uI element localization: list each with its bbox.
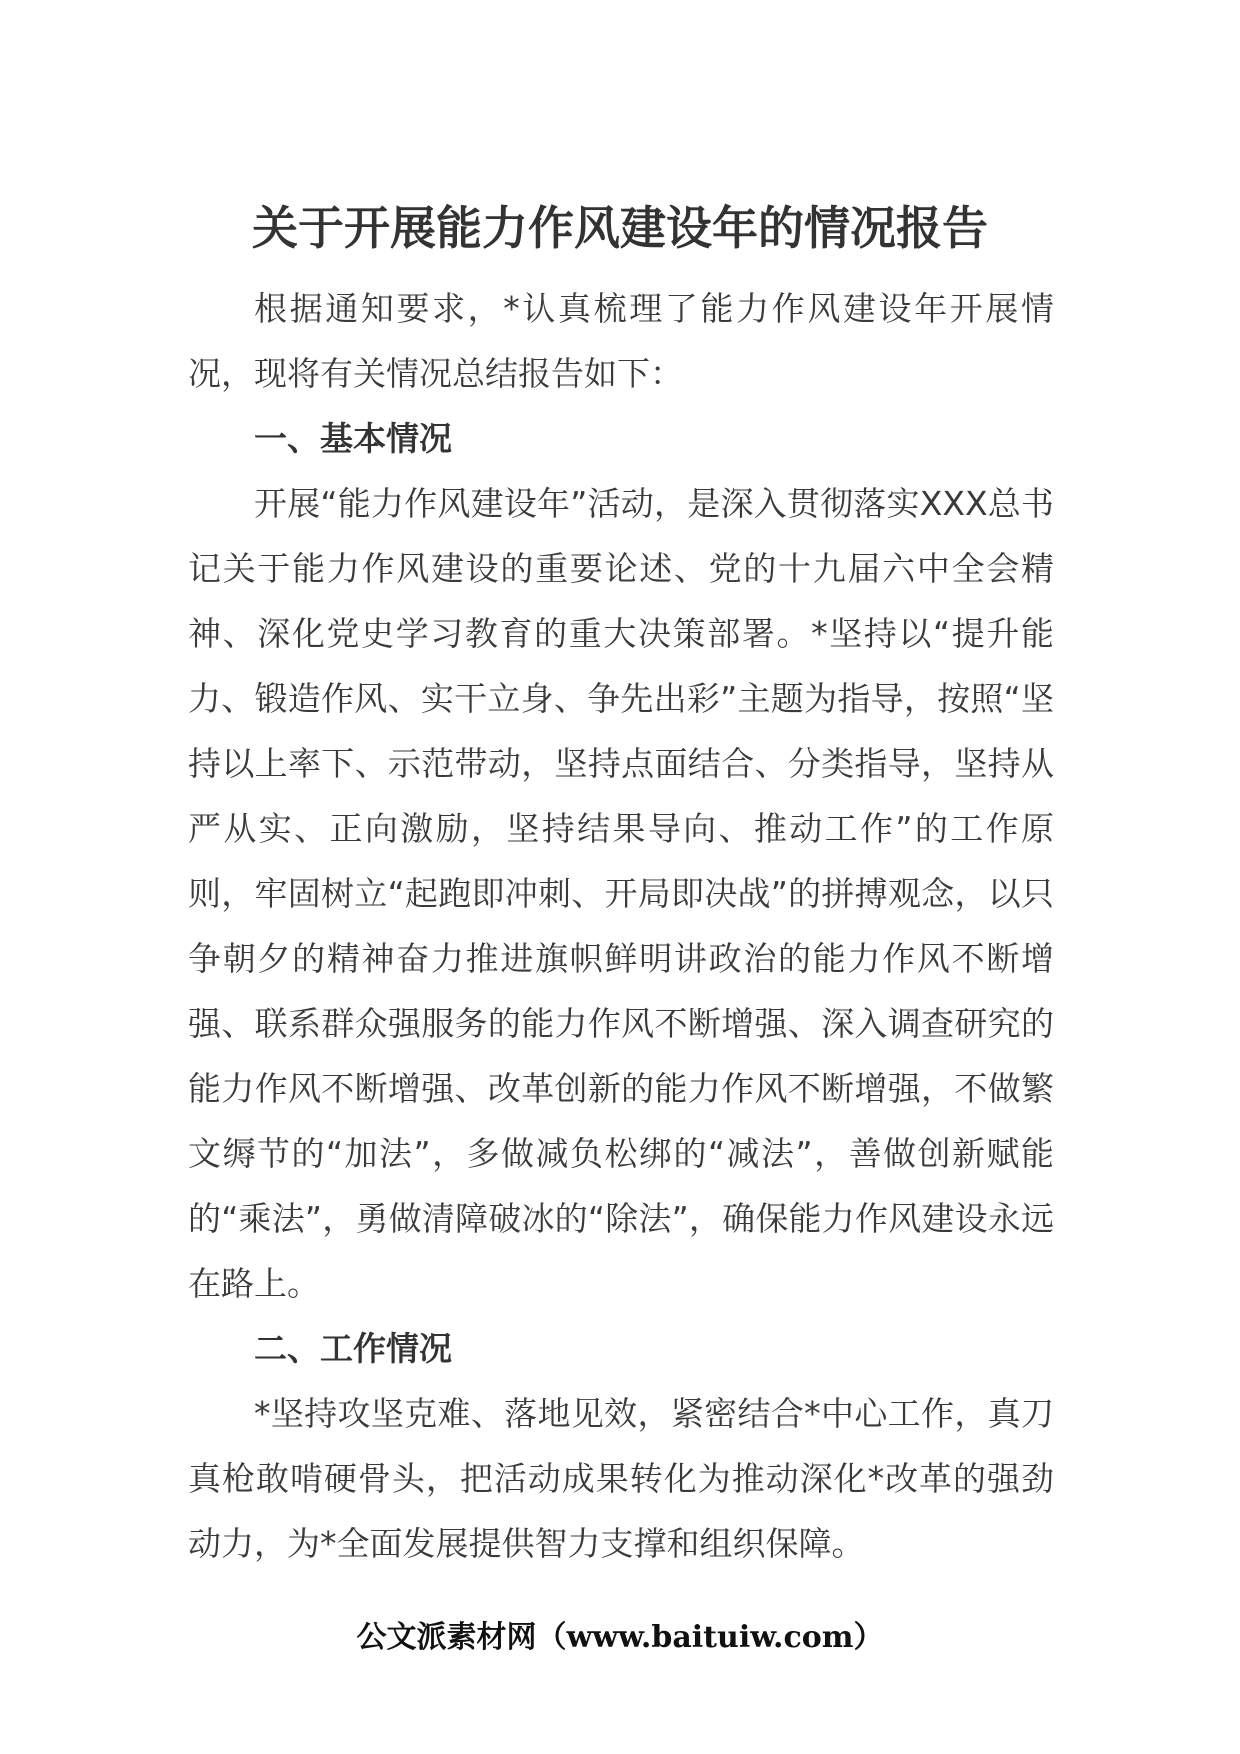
document-body [188, 276, 1054, 1576]
footer-watermark: 公文派素材网（www.baituiw.com） [356, 1620, 884, 1655]
section-heading-basic: 一、基本情况 [254, 419, 452, 458]
document-title: 关于开展能力作风建设年的情况报告 [252, 201, 988, 255]
section-paragraph-basic: 开展“能力作风建设年”活动，是深入贯彻落实XXX总书记关于能力作风建设的重要论述、党的十九届六中全会精神、深化党史学习教育的重大决策部署。*坚持以“提升能力、锻造作风、实干立身、争先出彩”主题为指导，按照“坚持以上率下、示范带动，坚持点面结合、分类指导，坚持从严从实、正向激励，坚持结果导向、推动工作”的工作原则，牢固树立“起跑即冲刺、开局即决战”的拼搏观念，以只争朝夕的精神奋力推进旗帜鲜明讲政治的能力作风不断增强、联系群众强服务的能力作风不断增强、深入调查研究的能力作风不断增强、改革创新的能力作风不断增强，不做繁文缛节的“加法”，多做减负松绑的“减法”，善做创新赋能的“乘法”，勇做清障破冰的“除法”，确保能力作风建设永远在路上。 [188, 484, 1054, 1303]
section-heading-work: 二、工作情况 [254, 1329, 452, 1368]
intro-paragraph: 根据通知要求，*认真梳理了能力作风建设年开展情况，现将有关情况总结报告如下： [188, 289, 1054, 393]
section-paragraph-work: *坚持攻坚克难、落地见效，紧密结合*中心工作，真刀真枪敢啃硬骨头，把活动成果转化为推动深化*改革的强劲动力，为*全面发展提供智力支撑和组织保障。 [188, 1394, 1054, 1563]
